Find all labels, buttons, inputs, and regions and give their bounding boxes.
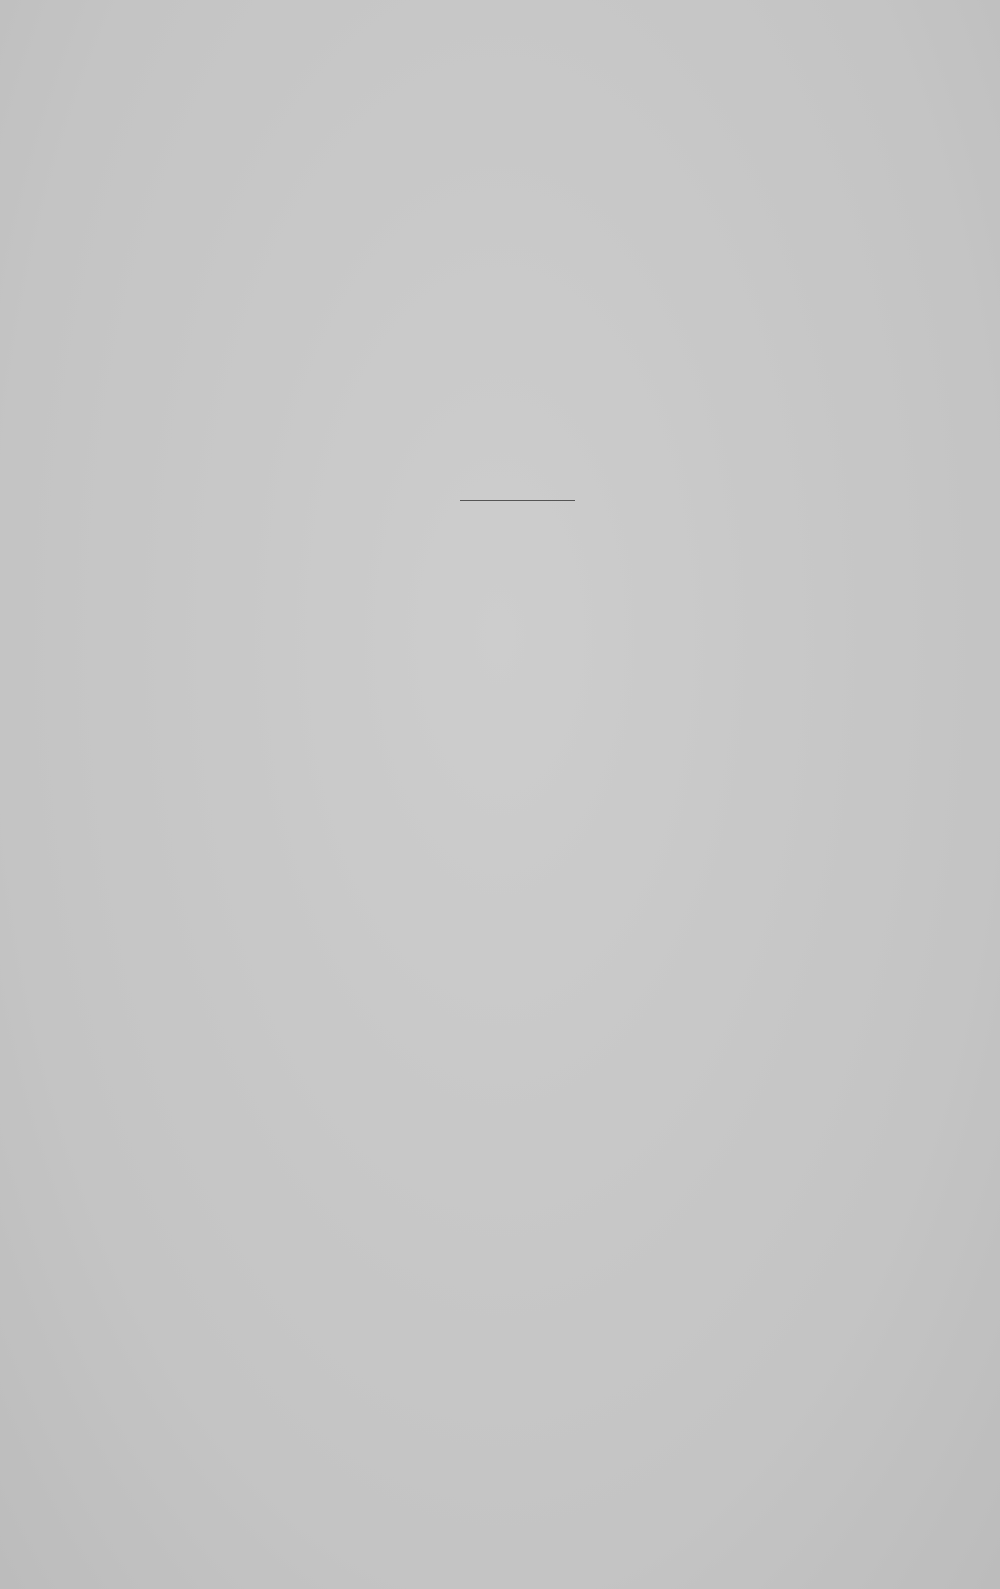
section-divider (460, 500, 575, 501)
